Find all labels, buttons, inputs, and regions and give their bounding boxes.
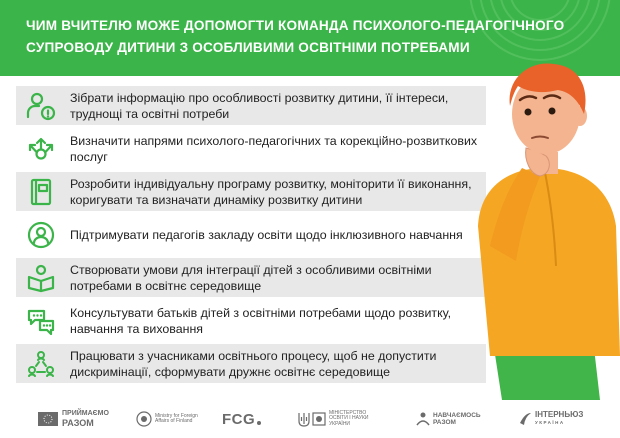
item-text: Підтримувати педагогів закладу освіти щодо інклюзивного навчання [70, 227, 463, 242]
internews-main: ІНТЕРНЬЮЗ [535, 410, 584, 419]
prymuyemo-razom-logo [38, 408, 109, 430]
reading-child-icon [26, 263, 56, 293]
list-item [16, 215, 486, 254]
list-item [16, 86, 486, 125]
fcg-text: FCG [222, 410, 256, 428]
thinking-man-illustration [470, 56, 620, 400]
item-text: Працювати з учасниками освітнього процесу, щоб не допустити дискримінації, сформувати дружнє освітнє середовище [70, 348, 437, 379]
fcg-dot-icon [257, 421, 261, 425]
trident-icon [298, 411, 310, 427]
fcg-logo [222, 408, 261, 430]
list-item [16, 172, 486, 211]
directions-icon [26, 134, 56, 164]
mon-line1: МІНІСТЕРСТВО [329, 409, 367, 416]
internews-sub: УКРАЇНА [535, 420, 565, 425]
item-text: Створювати умови для інтеграції дітей з особливими освітніми потребами в освітнє середовище [70, 262, 432, 293]
prymuyemo-line2: РАЗОМ [62, 417, 94, 428]
person-info-icon [26, 91, 56, 121]
mon-line2: ОСВІТИ І НАУКИ [329, 415, 369, 422]
list-item [16, 129, 486, 168]
prymuyemo-line1: ПРИЙМАЄМО [62, 410, 109, 418]
people-network-icon [26, 349, 56, 379]
mon-ukraine-logo [298, 408, 368, 430]
program-book-icon [26, 177, 56, 207]
list-item [16, 344, 486, 383]
finland-line1: Ministry for Foreign [155, 412, 198, 419]
item-text: Визначити напрями психолого-педагогічних та корекційно-розвиткових послуг [70, 133, 478, 164]
title-line-1: ЧИМ ВЧИТЕЛЮ МОЖЕ ДОПОМОГТИ КОМАНДА ПСИХОЛОГО-ПЕДАГОГІЧНОГО [26, 18, 565, 33]
mon-emblem-icon [312, 411, 326, 427]
list-item [16, 301, 486, 340]
navchaemos-razom-logo [416, 408, 481, 430]
navch-line2: РАЗОМ [433, 419, 456, 426]
title-line-2: СУПРОВОДУ ДИТИНИ З ОСОБЛИВИМИ ОСВІТНІМИ ПОТРЕБАМИ [26, 40, 470, 55]
navchaemos-icon [416, 411, 430, 427]
chat-bubbles-icon [26, 306, 56, 336]
finland-ministry-logo [136, 408, 198, 430]
tasks-list [16, 86, 486, 387]
item-text: Зібрати інформацію про особливості розвитку дитини, її інтереси, труднощі та освітні потреби [70, 90, 449, 121]
internews-logo [518, 408, 583, 430]
mon-line3: УКРАЇНИ [329, 420, 351, 427]
partner-logos [0, 400, 620, 438]
page-title [26, 15, 606, 59]
eu-flag-icon [38, 412, 58, 426]
item-text: Консультувати батьків дітей з освітніми потребами щодо розвитку, навчання та виховання [70, 305, 452, 336]
support-person-icon [26, 220, 56, 250]
navch-line1: НАВЧАЄМОСЬ [433, 411, 481, 419]
internews-swoosh-icon [518, 411, 532, 427]
item-text: Розробити індивідуальну програму розвитку, моніторити її виконання, коригувати та визначати динаміку розвитку дитини [70, 176, 472, 207]
finland-crest-icon [136, 411, 152, 427]
finland-line2: Affairs of Finland [155, 418, 193, 424]
list-item [16, 258, 486, 297]
